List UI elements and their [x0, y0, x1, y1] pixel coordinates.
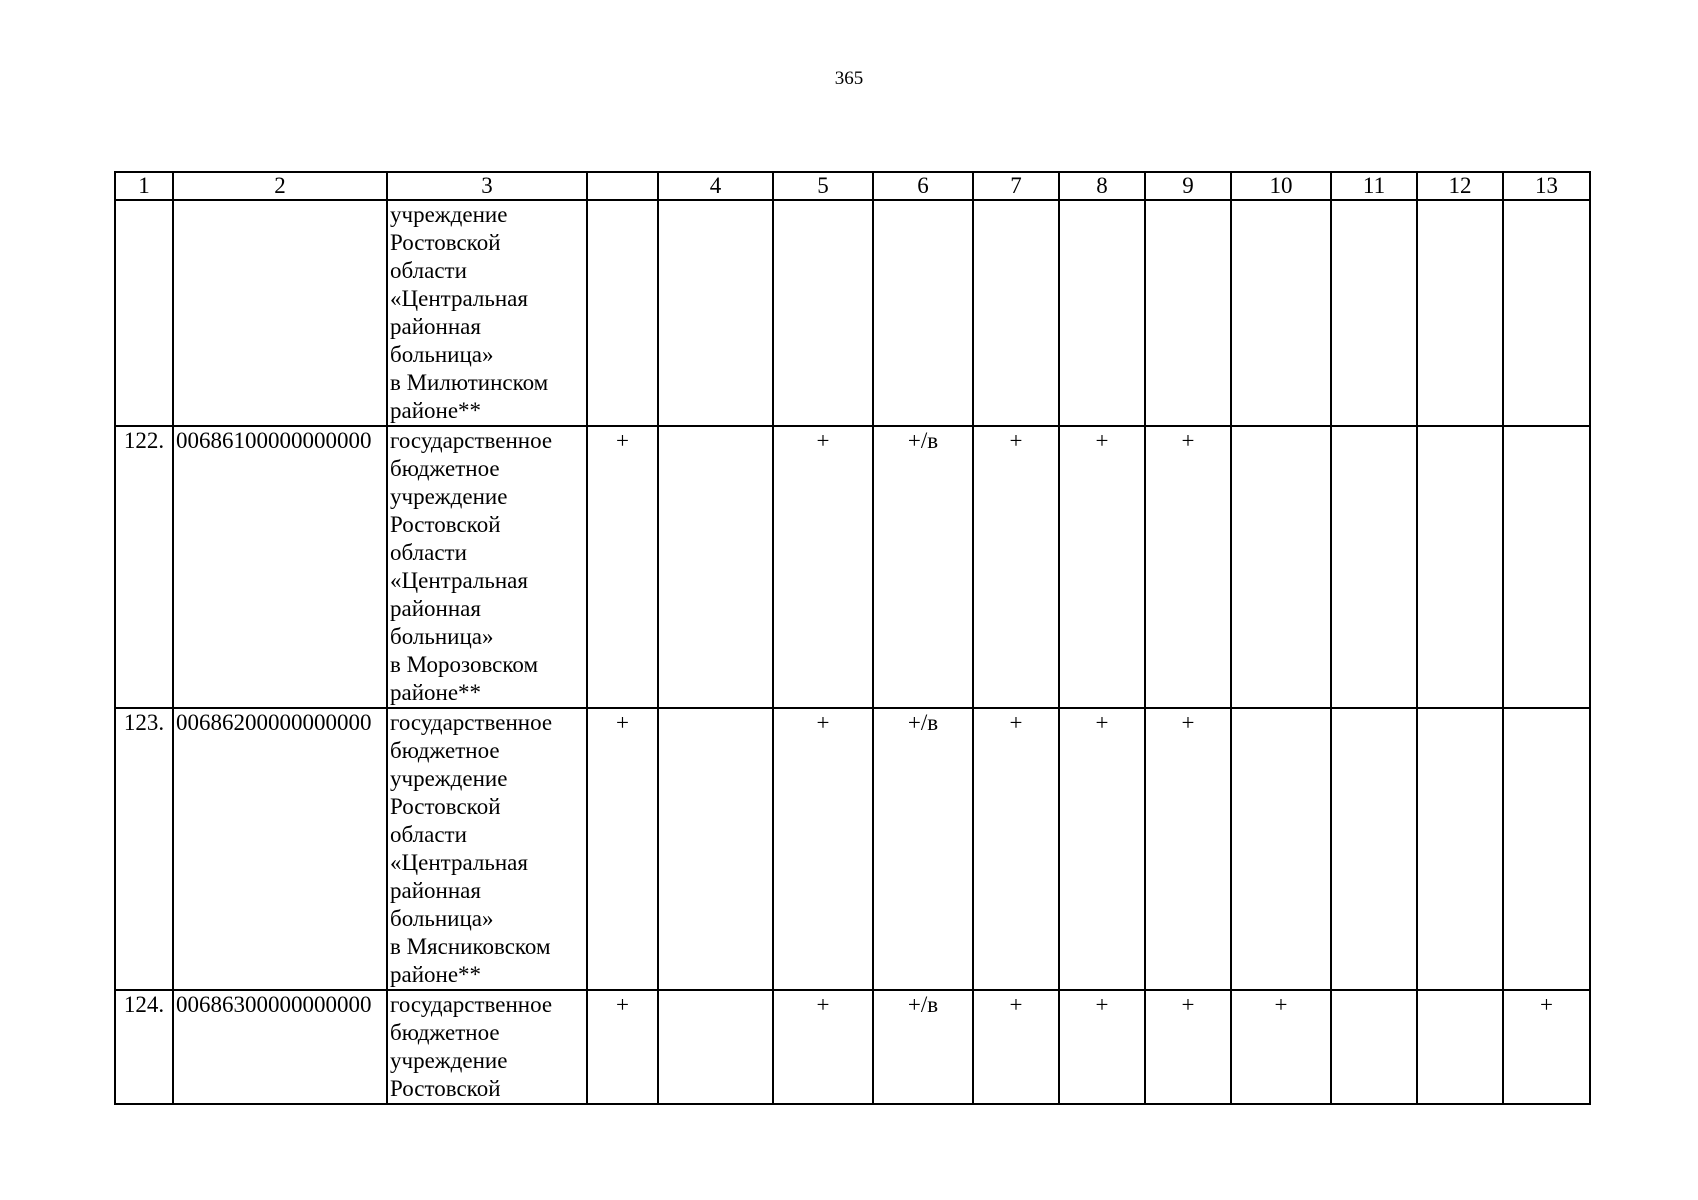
organization-name-line: Ростовской: [390, 230, 501, 255]
organization-name-line: больница»: [390, 906, 494, 931]
mark-cell: +: [1145, 426, 1231, 708]
mark-cell: [1417, 426, 1503, 708]
mark-cell: +: [587, 426, 658, 708]
row-number-cell: 122.: [115, 426, 173, 708]
organization-name-line: «Центральная: [390, 568, 528, 593]
organization-name-line: в Морозовском: [390, 652, 538, 677]
mark-cell: [1503, 200, 1590, 426]
column-header: 11: [1331, 172, 1417, 200]
mark-cell: [873, 200, 973, 426]
organization-name-line: области: [390, 822, 467, 847]
column-header: 3: [387, 172, 587, 200]
mark-cell: [658, 426, 773, 708]
mark-cell: [658, 200, 773, 426]
mark-cell: +: [1145, 990, 1231, 1104]
document-table: [114, 171, 1591, 1105]
mark-cell: +/в: [873, 708, 973, 990]
column-header: 12: [1417, 172, 1503, 200]
mark-cell: [1231, 200, 1331, 426]
table-row: [115, 708, 1590, 990]
organization-name-cell: [387, 708, 587, 990]
column-header: 7: [973, 172, 1059, 200]
organization-name-line: в Мясниковском: [390, 934, 551, 959]
mark-cell: [1417, 990, 1503, 1104]
mark-cell: +: [1503, 990, 1590, 1104]
registry-code-cell: 00686300000000000: [173, 990, 387, 1104]
organization-name-line: области: [390, 258, 467, 283]
mark-cell: +/в: [873, 426, 973, 708]
registry-code-cell: [173, 200, 387, 426]
column-header: 2: [173, 172, 387, 200]
organization-name-line: бюджетное: [390, 738, 500, 763]
mark-cell: [1331, 426, 1417, 708]
organization-name-line: государственное: [390, 428, 553, 453]
table-row: [115, 426, 1590, 708]
organization-name-cell: [387, 200, 587, 426]
table-row: [115, 200, 1590, 426]
mark-cell: +: [773, 426, 873, 708]
mark-cell: [587, 200, 658, 426]
mark-cell: +/в: [873, 990, 973, 1104]
organization-name-line: бюджетное: [390, 1020, 500, 1045]
column-header: 5: [773, 172, 873, 200]
organization-name-line: районе**: [390, 962, 482, 987]
mark-cell: [1331, 990, 1417, 1104]
organization-name-line: бюджетное: [390, 456, 500, 481]
page-number: 365: [834, 68, 864, 89]
organization-name-cell: [387, 990, 587, 1104]
mark-cell: [1059, 200, 1145, 426]
row-number-cell: [115, 200, 173, 426]
table-header-row: [115, 172, 1590, 200]
row-number-cell: 124.: [115, 990, 173, 1104]
row-number-cell: 123.: [115, 708, 173, 990]
organization-name-line: больница»: [390, 342, 494, 367]
mark-cell: +: [773, 708, 873, 990]
mark-cell: +: [973, 708, 1059, 990]
organization-name-cell: [387, 426, 587, 708]
organization-name-line: учреждение: [390, 484, 508, 509]
mark-cell: +: [587, 990, 658, 1104]
mark-cell: [773, 200, 873, 426]
mark-cell: +: [973, 990, 1059, 1104]
mark-cell: +: [1059, 426, 1145, 708]
column-header: 4: [658, 172, 773, 200]
column-header: [587, 172, 658, 200]
column-header: 1: [115, 172, 173, 200]
column-header: 6: [873, 172, 973, 200]
column-header: 9: [1145, 172, 1231, 200]
organization-name-line: районе**: [390, 680, 482, 705]
mark-cell: +: [973, 426, 1059, 708]
table-body: [115, 200, 1590, 1104]
mark-cell: [1231, 426, 1331, 708]
organization-name-line: области: [390, 540, 467, 565]
mark-cell: +: [1231, 990, 1331, 1104]
registry-code-cell: 00686200000000000: [173, 708, 387, 990]
organization-name-line: районная: [390, 596, 481, 621]
mark-cell: [1417, 708, 1503, 990]
organization-name-line: больница»: [390, 624, 494, 649]
column-header: 8: [1059, 172, 1145, 200]
mark-cell: [973, 200, 1059, 426]
mark-cell: [1503, 708, 1590, 990]
organization-name-line: в Милютинском: [390, 370, 549, 395]
organization-name-line: учреждение: [390, 202, 508, 227]
organization-name-line: учреждение: [390, 1048, 508, 1073]
mark-cell: [1145, 200, 1231, 426]
registry-code-cell: 00686100000000000: [173, 426, 387, 708]
mark-cell: [1231, 708, 1331, 990]
mark-cell: +: [1059, 990, 1145, 1104]
organization-name-line: «Центральная: [390, 286, 528, 311]
organization-name-line: районная: [390, 314, 481, 339]
mark-cell: +: [1059, 708, 1145, 990]
mark-cell: +: [587, 708, 658, 990]
column-header: 13: [1503, 172, 1590, 200]
organization-name-line: государственное: [390, 992, 553, 1017]
organization-name-line: районе**: [390, 398, 482, 423]
organization-name-line: районная: [390, 878, 481, 903]
mark-cell: [658, 708, 773, 990]
organization-name-line: учреждение: [390, 766, 508, 791]
organization-name-line: Ростовской: [390, 1076, 501, 1101]
column-header: 10: [1231, 172, 1331, 200]
mark-cell: [658, 990, 773, 1104]
table-row: [115, 990, 1590, 1104]
mark-cell: [1503, 426, 1590, 708]
organization-name-line: Ростовской: [390, 512, 501, 537]
mark-cell: [1331, 200, 1417, 426]
mark-cell: [1331, 708, 1417, 990]
organization-name-line: «Центральная: [390, 850, 528, 875]
mark-cell: +: [1145, 708, 1231, 990]
mark-cell: +: [773, 990, 873, 1104]
mark-cell: [1417, 200, 1503, 426]
organization-name-line: Ростовской: [390, 794, 501, 819]
organization-name-line: государственное: [390, 710, 553, 735]
